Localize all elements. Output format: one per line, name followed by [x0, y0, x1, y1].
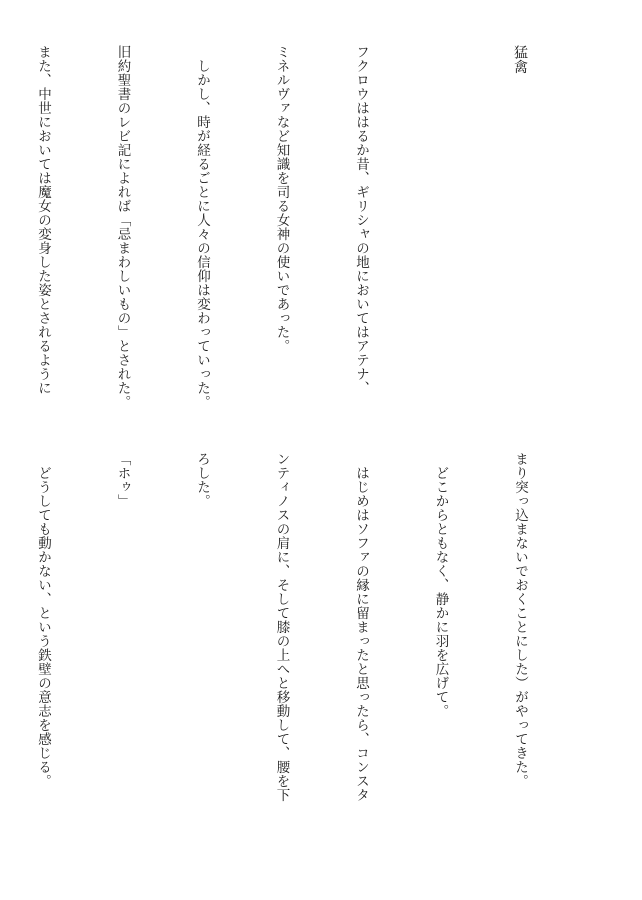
- text-column: ろした。: [194, 452, 210, 508]
- text-column: どうしても動かない、という鉄壁の意志を感じる。: [35, 452, 51, 788]
- title-spacer: [427, 45, 454, 430]
- text-column: 旧約聖書のレビ記によれば「忌まわしいもの」とされた。: [114, 45, 131, 409]
- text-column: 「ホゥ」: [114, 452, 131, 508]
- text-column: はじめはソファの縁に留まったと思ったら、コンスタ: [353, 452, 369, 802]
- text-column: また、中世においては魔女の変身した姿とされるように: [35, 45, 51, 395]
- text-column: フクロウははるか昔、ギリシャの地においてはアテナ、: [353, 45, 369, 395]
- text-column: ミネルヴァなど知識を司る女神の使いであった。: [273, 45, 290, 353]
- lower-text-block: [0, 452, 586, 852]
- text-column: ンティノスの肩に、そして膝の上へと移動して、腰を下: [273, 452, 290, 802]
- upper-text-block: [0, 45, 586, 430]
- text-column: しかし、時が経るごとに人々の信仰は変わっていった。: [194, 45, 210, 409]
- chapter-title: 猛禽: [512, 45, 528, 74]
- text-column: まり突っ込まないでおくことにした）がやってきた。: [512, 452, 528, 788]
- text-column: どこからともなく、静かに羽を広げて。: [432, 452, 449, 718]
